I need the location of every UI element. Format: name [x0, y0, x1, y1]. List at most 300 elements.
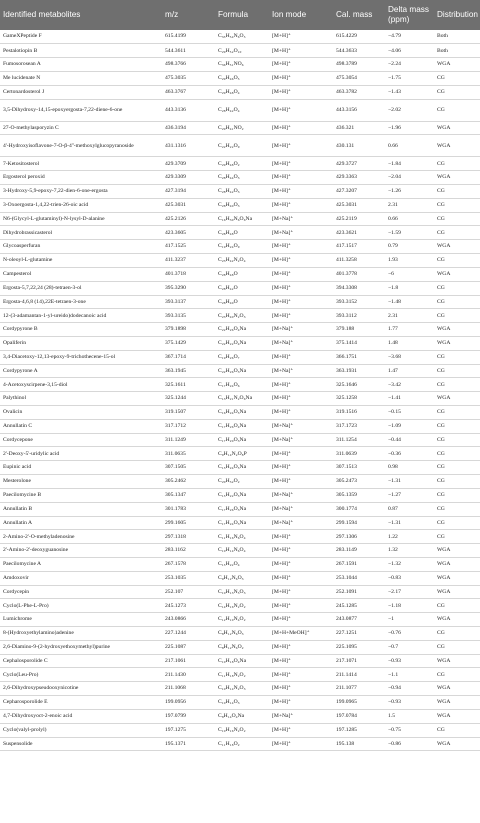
formula: C₂₈H₄₀O₃	[215, 198, 269, 212]
metabolite-name: Amdoxovir	[0, 571, 162, 585]
formula: C₂₃H₄₂N₂O₄	[215, 254, 269, 268]
distribution: CG	[434, 226, 480, 240]
cal-mass: 544.3633	[333, 44, 385, 58]
distribution: WGA	[434, 240, 480, 254]
ion-mode: [M+H]⁺	[269, 475, 333, 489]
table-row	[0, 654, 480, 668]
cal-mass: 299.1594	[333, 516, 385, 530]
mz-value: 367.1714	[162, 350, 215, 364]
cal-mass: 195.138	[333, 737, 385, 751]
delta-mass: −1	[385, 613, 434, 627]
ion-mode: [M+Na]⁺	[269, 488, 333, 502]
cal-mass: 297.1306	[333, 530, 385, 544]
mz-value: 301.1783	[162, 502, 215, 516]
cal-mass: 211.1414	[333, 668, 385, 682]
cal-mass: 425.3031	[333, 198, 385, 212]
metabolite-name: Cordycepone	[0, 433, 162, 447]
cal-mass: 498.3789	[333, 58, 385, 72]
table-row	[0, 419, 480, 433]
ion-mode: [M+H]⁺	[269, 30, 333, 44]
mz-value: 227.1244	[162, 627, 215, 641]
delta-mass: 0.87	[385, 502, 434, 516]
formula: C₁₆H₃₀N₆O₆Na	[215, 212, 269, 226]
distribution: CG	[434, 85, 480, 99]
formula: C₁₄H₁₆N₂O₂	[215, 599, 269, 613]
mz-value: 297.1318	[162, 530, 215, 544]
ion-mode: [M+Na]⁺	[269, 336, 333, 350]
distribution: WGA	[434, 323, 480, 337]
formula: C₂₉H₄₆O₅	[215, 71, 269, 85]
distribution: CG	[434, 281, 480, 295]
metabolite-name: N-oleoyl-L-glutamine	[0, 254, 162, 268]
delta-mass: −1.41	[385, 392, 434, 406]
ion-mode: [M+H]⁺	[269, 58, 333, 72]
mz-value: 425.3031	[162, 198, 215, 212]
formula: C₁₀H₁₄N₂O₃	[215, 682, 269, 696]
ion-mode: [M+H]⁺	[269, 530, 333, 544]
distribution: CG	[434, 157, 480, 171]
distribution: WGA	[434, 171, 480, 185]
table-row	[0, 406, 480, 420]
metabolite-name: Cordypyrone B	[0, 323, 162, 337]
delta-mass: 0.79	[385, 240, 434, 254]
ion-mode: [M+H]⁺	[269, 240, 333, 254]
table-row	[0, 613, 480, 627]
cal-mass: 427.3207	[333, 185, 385, 199]
metabolite-name: Glycoasperfuran	[0, 240, 162, 254]
cal-mass: 463.3782	[333, 85, 385, 99]
table-row	[0, 71, 480, 85]
metabolite-name: Paecilomycine A	[0, 557, 162, 571]
formula: C₁₀H₁₄N₆O₄	[215, 544, 269, 558]
table-row	[0, 599, 480, 613]
formula: C₁₆H₂₄O₅Na	[215, 406, 269, 420]
table-row	[0, 640, 480, 654]
table-row	[0, 530, 480, 544]
distribution: WGA	[434, 557, 480, 571]
ion-mode: [M+H]⁺	[269, 99, 333, 121]
cal-mass: 217.1071	[333, 654, 385, 668]
formula: C₁₅H₂₄O₅Na	[215, 461, 269, 475]
table-row	[0, 447, 480, 461]
distribution: WGA	[434, 267, 480, 281]
metabolite-name: 3,4-Diacetoxy-12,13-epoxy-9-trichothecene-15-ol	[0, 350, 162, 364]
metabolite-name: Ergosterol peroxid	[0, 171, 162, 185]
formula: C₁₇H₂₀O₃Na	[215, 433, 269, 447]
cal-mass: 317.1723	[333, 419, 385, 433]
ion-mode: [M+H]⁺	[269, 585, 333, 599]
metabolite-name: 4-Acetoxyscirpene-3,15-diol	[0, 378, 162, 392]
table-row	[0, 627, 480, 641]
cal-mass: 311.1254	[333, 433, 385, 447]
distribution: CG	[434, 198, 480, 212]
metabolite-name: Paecilomycine B	[0, 488, 162, 502]
metabolite-name: GameXPeptide F	[0, 30, 162, 44]
ion-mode: [M+H]⁺	[269, 185, 333, 199]
formula: C₁₀H₁₃N₅O₃	[215, 585, 269, 599]
formula: C₂₈H₄₈O	[215, 267, 269, 281]
distribution: WGA	[434, 571, 480, 585]
delta-mass: −4.06	[385, 44, 434, 58]
distribution: CG	[434, 461, 480, 475]
metabolite-name: Cephalosporolide C	[0, 654, 162, 668]
metabolite-name: 2'-Amino-2'-deoxyguanosine	[0, 544, 162, 558]
ion-mode: [M+H]⁺	[269, 571, 333, 585]
delta-mass: −1.1	[385, 668, 434, 682]
table-row	[0, 392, 480, 406]
cal-mass: 267.1591	[333, 557, 385, 571]
cal-mass: 425.2119	[333, 212, 385, 226]
metabolite-name: 7-Ketositosterol	[0, 157, 162, 171]
ion-mode: [M+H]⁺	[269, 157, 333, 171]
metabolite-name: Opaliferin	[0, 336, 162, 350]
metabolite-name: 8-(Hydroxyethylamino)adenine	[0, 627, 162, 641]
mz-value: 245.1273	[162, 599, 215, 613]
metabolite-name: 2'-Deoxy-5'-uridylic acid	[0, 447, 162, 461]
ion-mode: [M+Na]⁺	[269, 364, 333, 378]
formula: C₂₃H₄₀N₂O₃	[215, 309, 269, 323]
ion-mode: [M+Na]⁺	[269, 323, 333, 337]
distribution: WGA	[434, 696, 480, 710]
delta-mass: −0.94	[385, 682, 434, 696]
ion-mode: [M+H]⁺	[269, 723, 333, 737]
ion-mode: [M+H]⁺	[269, 447, 333, 461]
table-row	[0, 350, 480, 364]
mz-value: 475.3035	[162, 71, 215, 85]
formula: C₂₂H₂₆O₄Na	[215, 323, 269, 337]
cal-mass: 307.1513	[333, 461, 385, 475]
formula: C₂₉H₅₂O₁₀	[215, 44, 269, 58]
mz-value: 317.1712	[162, 419, 215, 433]
delta-mass: −0.36	[385, 447, 434, 461]
formula: C₉H₁₄N₂O₈P	[215, 447, 269, 461]
ion-mode: [M+H]⁺	[269, 544, 333, 558]
metabolite-name: Cyclo(L-Phe-L-Pro)	[0, 599, 162, 613]
delta-mass: 2.31	[385, 198, 434, 212]
formula: C₁₉H₂₆O₇	[215, 350, 269, 364]
distribution: CG	[434, 99, 480, 121]
cal-mass: 417.1517	[333, 240, 385, 254]
mz-value: 544.3611	[162, 44, 215, 58]
formula: C₂₂H₂₂O₉	[215, 135, 269, 157]
mz-value: 401.3718	[162, 267, 215, 281]
table-row	[0, 696, 480, 710]
cal-mass: 225.1095	[333, 640, 385, 654]
metabolite-name: 2,6-Dihydroxypseudooxynicotine	[0, 682, 162, 696]
distribution: CG	[434, 530, 480, 544]
formula: C₁₅H₂₂O₅Na	[215, 488, 269, 502]
ion-mode: [M+H]⁺	[269, 350, 333, 364]
table-row	[0, 121, 480, 135]
table-row	[0, 475, 480, 489]
distribution: CG	[434, 447, 480, 461]
ion-mode: [M+H]⁺	[269, 682, 333, 696]
cal-mass: 615.4229	[333, 30, 385, 44]
metabolite-name: 12-(3-adamantan-1-yl-ureido)dodecanoic acid	[0, 309, 162, 323]
mz-value: 311.1249	[162, 433, 215, 447]
cal-mass: 430.131	[333, 135, 385, 157]
cal-mass: 393.3152	[333, 295, 385, 309]
ion-mode: [M+H]⁺	[269, 378, 333, 392]
metabolite-name: Ergosta-4,6,8 (14),22E-tetraen-3-one	[0, 295, 162, 309]
formula: C₁₀H₁₄O₃	[215, 696, 269, 710]
header-distribution: Distribution	[437, 10, 478, 20]
delta-mass: 0.66	[385, 135, 434, 157]
cal-mass: 319.1516	[333, 406, 385, 420]
metabolite-name: N6-(Glycyl-L-glutaminyl)-N-lysyl-D-alanine	[0, 212, 162, 226]
mz-value: 363.1945	[162, 364, 215, 378]
formula: C₁₇H₂₆O₃Na	[215, 502, 269, 516]
ion-mode: [M+Na]⁺	[269, 709, 333, 723]
table-row	[0, 488, 480, 502]
table-row	[0, 682, 480, 696]
formula: C₂₈H₄₂O	[215, 281, 269, 295]
table-row	[0, 323, 480, 337]
delta-mass: 1.77	[385, 323, 434, 337]
ion-mode: [M+Na]⁺	[269, 226, 333, 240]
delta-mass: −1.96	[385, 121, 434, 135]
table-row	[0, 171, 480, 185]
mz-value: 217.1061	[162, 654, 215, 668]
mz-value: 311.0635	[162, 447, 215, 461]
ion-mode: [M+H]⁺	[269, 640, 333, 654]
table-row	[0, 295, 480, 309]
metabolite-name: Suspensolide	[0, 737, 162, 751]
table-row	[0, 723, 480, 737]
mz-value: 211.1068	[162, 682, 215, 696]
mz-value: 425.2126	[162, 212, 215, 226]
mz-value: 429.3309	[162, 171, 215, 185]
delta-mass: −0.93	[385, 654, 434, 668]
mz-value: 423.3605	[162, 226, 215, 240]
ion-mode: [M+H]⁺	[269, 737, 333, 751]
cal-mass: 197.0784	[333, 709, 385, 723]
mz-value: 197.0799	[162, 709, 215, 723]
distribution: CG	[434, 350, 480, 364]
distribution: CG	[434, 364, 480, 378]
formula: C₁₂H₁₀N₄O₂	[215, 613, 269, 627]
delta-mass: −0.75	[385, 723, 434, 737]
delta-mass: −2.04	[385, 171, 434, 185]
metabolite-name: Eupinic acid	[0, 461, 162, 475]
cal-mass: 325.1646	[333, 378, 385, 392]
delta-mass: −0.76	[385, 627, 434, 641]
table-body	[0, 30, 480, 751]
formula: C₁₁H₁₆N₆O₄	[215, 530, 269, 544]
header-delta-mass: Delta mass (ppm)	[388, 5, 429, 24]
header-cal-mass: Cal. mass	[336, 10, 373, 20]
cal-mass: 366.1751	[333, 350, 385, 364]
delta-mass: −1.31	[385, 475, 434, 489]
ion-mode: [M+H]⁺	[269, 406, 333, 420]
mz-value: 498.3766	[162, 58, 215, 72]
ion-mode: [M+H]⁺	[269, 557, 333, 571]
delta-mass: −2.17	[385, 585, 434, 599]
mz-value: 307.1505	[162, 461, 215, 475]
mz-value: 427.3194	[162, 185, 215, 199]
delta-mass: 2.31	[385, 309, 434, 323]
metabolite-name: Cyclo(Leu-Pro)	[0, 668, 162, 682]
metabolite-name: 3-Oxoergosta-1,4,22-trien-26-oic acid	[0, 198, 162, 212]
ion-mode: [M+H]⁺	[269, 613, 333, 627]
mz-value: 197.1275	[162, 723, 215, 737]
metabolite-name: Annullatin B	[0, 502, 162, 516]
formula: C₃₅H₅₄N₆O₅	[215, 30, 269, 44]
ion-mode: [M+Na]⁺	[269, 516, 333, 530]
table-row	[0, 544, 480, 558]
cal-mass: 475.3054	[333, 71, 385, 85]
table-row	[0, 309, 480, 323]
distribution: WGA	[434, 654, 480, 668]
mz-value: 431.1316	[162, 135, 215, 157]
mz-value: 319.1507	[162, 406, 215, 420]
cal-mass: 227.1251	[333, 627, 385, 641]
ion-mode: [M+H]⁺	[269, 281, 333, 295]
distribution: Both	[434, 30, 480, 44]
delta-mass: −1.32	[385, 557, 434, 571]
distribution: CG	[434, 212, 480, 226]
metabolite-name: Me lucidenate N	[0, 71, 162, 85]
delta-mass: −0.86	[385, 737, 434, 751]
ion-mode: [M+H+MeOH]⁺	[269, 627, 333, 641]
metabolite-name: Campesterol	[0, 267, 162, 281]
formula: C₂₈H₄₂O₄	[215, 99, 269, 121]
distribution: WGA	[434, 737, 480, 751]
delta-mass: −6	[385, 267, 434, 281]
cal-mass: 199.0965	[333, 696, 385, 710]
distribution: CG	[434, 488, 480, 502]
mz-value: 325.1611	[162, 378, 215, 392]
mz-value: 243.0866	[162, 613, 215, 627]
cal-mass: 375.1414	[333, 336, 385, 350]
table-row	[0, 557, 480, 571]
mz-value: 267.1578	[162, 557, 215, 571]
formula: C₂₈H₄₂O₃	[215, 185, 269, 199]
delta-mass: 1.47	[385, 364, 434, 378]
mz-value: 615.4199	[162, 30, 215, 44]
distribution: WGA	[434, 336, 480, 350]
delta-mass: −3.42	[385, 378, 434, 392]
delta-mass: −2.02	[385, 99, 434, 121]
cal-mass: 411.3258	[333, 254, 385, 268]
cal-mass: 393.3112	[333, 309, 385, 323]
ion-mode: [M+H]⁺	[269, 696, 333, 710]
ion-mode: [M+H]⁺	[269, 267, 333, 281]
formula: C₁₁H₁₈O₂	[215, 737, 269, 751]
cal-mass: 325.1258	[333, 392, 385, 406]
cal-mass: 253.1044	[333, 571, 385, 585]
ion-mode: [M+Na]⁺	[269, 502, 333, 516]
ion-mode: [M+H]⁺	[269, 44, 333, 58]
metabolite-name: Cyclo(valyl-prolyl)	[0, 723, 162, 737]
distribution: CG	[434, 185, 480, 199]
delta-mass: −0.7	[385, 640, 434, 654]
table-row	[0, 571, 480, 585]
ion-mode: [M+H]⁺	[269, 198, 333, 212]
cal-mass: 283.1149	[333, 544, 385, 558]
header-ion-mode: Ion mode	[272, 10, 307, 20]
delta-mass: −1.48	[385, 295, 434, 309]
mz-value: 211.1430	[162, 668, 215, 682]
table-row	[0, 240, 480, 254]
delta-mass: −0.93	[385, 696, 434, 710]
mz-value: 253.1035	[162, 571, 215, 585]
table-row	[0, 254, 480, 268]
ion-mode: [M+H]⁺	[269, 85, 333, 99]
formula: C₂₈H₄₈O	[215, 226, 269, 240]
metabolite-name: 2,6-Diamino-9-(2-hydroxyethoxymethyl)purine	[0, 640, 162, 654]
distribution: CG	[434, 309, 480, 323]
delta-mass: −1.75	[385, 71, 434, 85]
distribution: WGA	[434, 709, 480, 723]
metabolite-name: Cepharosporolide E	[0, 696, 162, 710]
mz-value: 417.1525	[162, 240, 215, 254]
mz-value: 379.1898	[162, 323, 215, 337]
table-row	[0, 44, 480, 58]
ion-mode: [M+H]⁺	[269, 71, 333, 85]
delta-mass: 0.66	[385, 212, 434, 226]
distribution: WGA	[434, 135, 480, 157]
table-row	[0, 516, 480, 530]
ion-mode: [M+H]⁺	[269, 309, 333, 323]
mz-value: 199.0956	[162, 696, 215, 710]
header-identified-metabolites: Identified metabolites	[3, 10, 81, 20]
mz-value: 443.3136	[162, 99, 215, 121]
mz-value: 393.3137	[162, 295, 215, 309]
metabolite-name: Cordypyrone A	[0, 364, 162, 378]
formula: C₁₇H₂₆O₄Na	[215, 419, 269, 433]
ion-mode: [M+Na]⁺	[269, 212, 333, 226]
distribution: CG	[434, 254, 480, 268]
cal-mass: 243.0877	[333, 613, 385, 627]
table-header	[0, 0, 480, 30]
formula: C₈H₁₂N₆O₃	[215, 627, 269, 641]
mz-value: 463.3767	[162, 85, 215, 99]
formula: C₁₅H₂₂O₄	[215, 557, 269, 571]
cal-mass: 252.1091	[333, 585, 385, 599]
distribution: CG	[434, 640, 480, 654]
table-row	[0, 709, 480, 723]
metabolite-name: 4'-Hydroxyisoflavone-7-O-β-4''-methoxylglucopyranoside	[0, 135, 162, 157]
delta-mass: −1.43	[385, 85, 434, 99]
mz-value: 305.1347	[162, 488, 215, 502]
formula: C₁₀H₁₆N₂O₂	[215, 723, 269, 737]
distribution: WGA	[434, 121, 480, 135]
metabolite-name: 3-Hydroxy-5,9-epoxy-7,22-dien-6-one-ergosta	[0, 185, 162, 199]
ion-mode: [M+H]⁺	[269, 461, 333, 475]
table-row	[0, 157, 480, 171]
ion-mode: [M+H]⁺	[269, 135, 333, 157]
mz-value: 395.3290	[162, 281, 215, 295]
table-row	[0, 502, 480, 516]
distribution: CG	[434, 419, 480, 433]
header-mz: m/z	[165, 10, 179, 20]
ion-mode: [M+H]⁺	[269, 295, 333, 309]
distribution: CG	[434, 502, 480, 516]
delta-mass: −1.09	[385, 419, 434, 433]
delta-mass: −1.59	[385, 226, 434, 240]
table-row	[0, 212, 480, 226]
ion-mode: [M+Na]⁺	[269, 433, 333, 447]
table-row	[0, 135, 480, 157]
metabolite-name: Ergosta-5,7,22,24 (28)-tetraen-3-ol	[0, 281, 162, 295]
table-row	[0, 226, 480, 240]
cal-mass: 401.3778	[333, 267, 385, 281]
distribution: CG	[434, 599, 480, 613]
header-row	[0, 0, 480, 30]
distribution: Both	[434, 44, 480, 58]
mz-value: 283.1162	[162, 544, 215, 558]
